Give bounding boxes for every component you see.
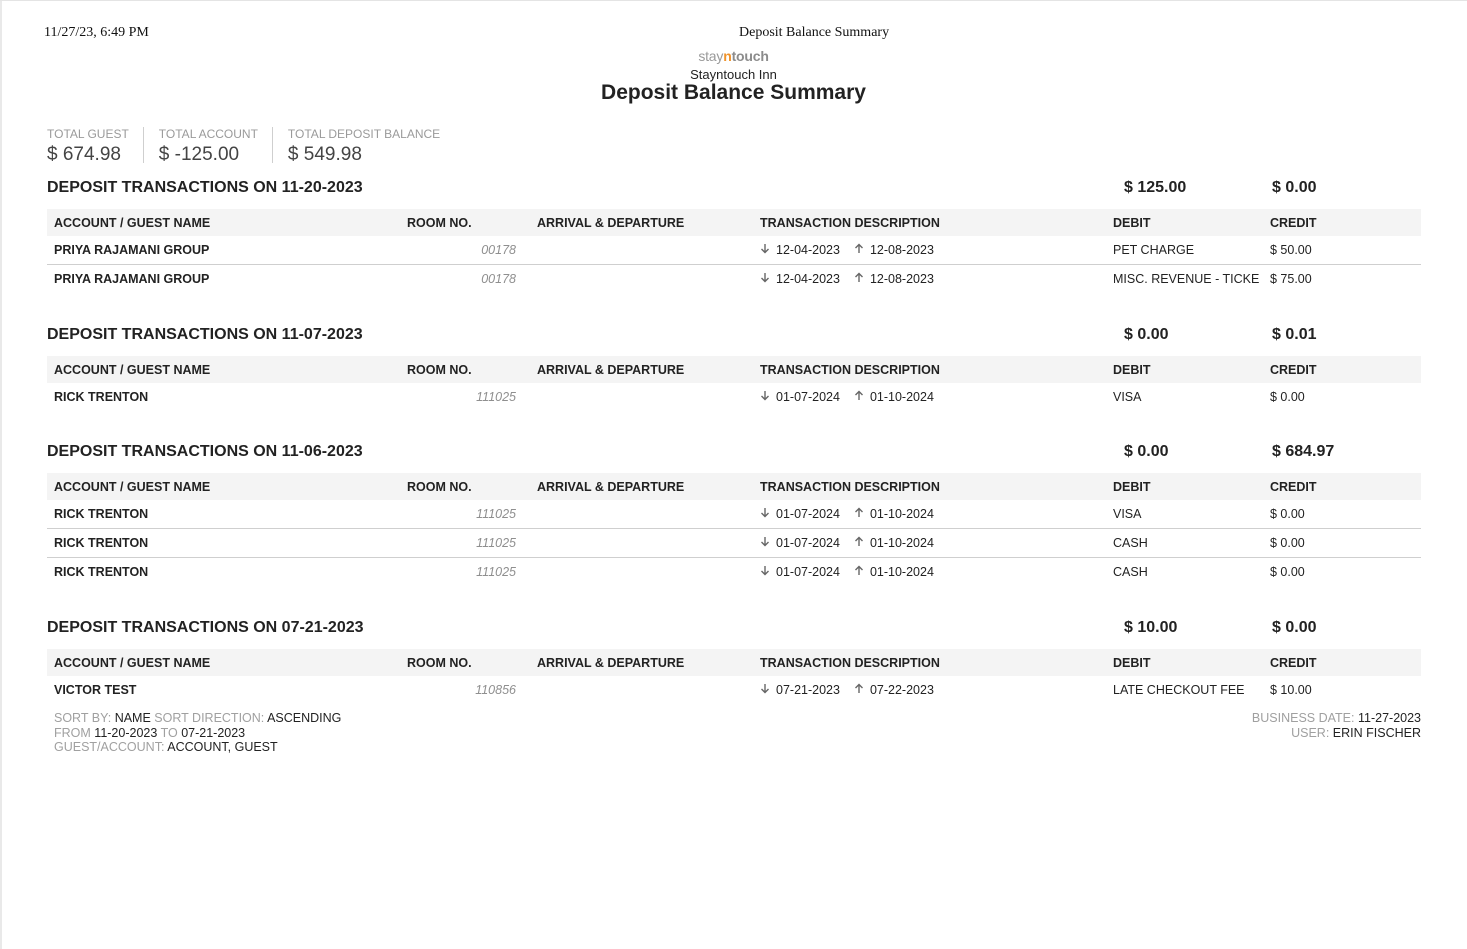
section-credit-total: $ 0.00 [1272,619,1317,636]
guest-account-value: ACCOUNT, GUEST [167,740,278,754]
col-header-room: ROOM NO. [393,209,530,236]
arrow-down-icon [760,536,776,550]
arrival-date: 01-07-2024 [760,565,840,579]
transactions-table [47,649,1421,704]
table-row [47,529,1421,558]
col-header-credit: CREDIT [1263,209,1421,236]
account-number: 00178 [393,265,530,294]
section-header [47,326,1421,356]
col-header-name: ACCOUNT / GUEST NAME [47,649,393,676]
section-header [47,443,1421,473]
room-number [530,676,753,704]
col-header-description: TRANSACTION DESCRIPTION [753,209,1106,236]
table-row [47,383,1421,411]
arrival-date: 12-04-2023 [760,272,840,286]
user-value: ERIN FISCHER [1332,725,1421,740]
section-header [47,179,1421,209]
arrow-down-icon [760,507,776,521]
debit-value: $ 10.00 [1270,683,1312,697]
col-header-room: ROOM NO. [393,356,530,383]
total-guest [47,127,144,163]
user-label: USER: [1291,725,1330,740]
arrow-down-icon [760,683,776,697]
room-number [530,265,753,294]
arrow-up-icon [854,683,870,697]
arrow-up-icon [854,565,870,579]
col-header-description: TRANSACTION DESCRIPTION [753,473,1106,500]
business-date-label: BUSINESS DATE: [1251,711,1355,725]
arrow-down-icon [760,390,776,404]
deposit-section [47,326,1421,411]
total-deposit-balance-label: TOTAL DEPOSIT BALANCE [287,127,441,141]
guest-name: RICK TRENTON [47,558,393,587]
col-header-credit: CREDIT [1263,356,1421,383]
col-header-dates: ARRIVAL & DEPARTURE [530,473,753,500]
debit-value: $ 0.00 [1263,558,1421,587]
room-number [530,558,753,587]
section-header [47,619,1421,649]
sort-direction-label: SORT DIRECTION: [154,711,265,725]
room-number [530,383,753,411]
transaction-description: CASH [1106,529,1263,558]
departure-date: 01-10-2024 [854,565,934,579]
col-header-name: ACCOUNT / GUEST NAME [47,209,393,236]
col-header-debit: DEBIT [1106,356,1263,383]
stayntouch-logo: stayntouch [698,48,769,64]
section-title: DEPOSIT TRANSACTIONS ON 07-21-2023 [47,619,364,636]
total-account [159,127,273,163]
to-label: TO [160,725,178,740]
arrow-up-icon [854,536,870,550]
arrival-date: 01-07-2024 [760,507,840,521]
table-row [47,676,1421,704]
section-credit-total: $ 0.00 [1272,179,1317,196]
col-header-name: ACCOUNT / GUEST NAME [47,473,393,500]
table-row [47,236,1421,265]
section-title: DEPOSIT TRANSACTIONS ON 11-06-2023 [47,443,363,460]
print-datetime: 11/27/23, 6:49 PM [44,25,149,40]
table-header-row [47,473,1421,500]
account-number: 110856 [475,683,516,697]
total-account-label: TOTAL ACCOUNT [158,127,258,141]
room-number [530,529,753,558]
debit-value: $ 50.00 [1270,243,1312,257]
page-edge [0,0,2,949]
arrival-departure [753,265,1106,294]
deposit-section [47,179,1421,293]
table-row [47,265,1421,294]
departure-date: 01-10-2024 [854,507,934,521]
totals-summary [47,127,469,163]
total-guest-value: $ 674.98 [47,144,121,165]
section-credit-total: $ 0.01 [1272,326,1317,343]
page-top-border [0,0,1467,1]
guest-account-label: GUEST/ACCOUNT: [54,740,165,754]
table-header-row [47,209,1421,236]
section-debit-total: $ 0.00 [1124,443,1169,460]
section-debit-total: $ 125.00 [1124,179,1187,196]
table-row [47,558,1421,587]
from-label: FROM [54,725,91,740]
departure-date: 07-22-2023 [854,683,934,697]
col-header-dates: ARRIVAL & DEPARTURE [530,209,753,236]
debit-value: $ 0.00 [1270,507,1305,521]
col-header-credit: CREDIT [1263,649,1421,676]
col-header-description: TRANSACTION DESCRIPTION [753,356,1106,383]
sort-by-label: SORT BY: [54,711,112,725]
section-debit-total: $ 10.00 [1124,619,1178,636]
arrow-down-icon [760,272,776,286]
col-header-debit: DEBIT [1106,209,1263,236]
transactions-table [47,473,1421,586]
arrow-up-icon [854,272,870,286]
guest-name: RICK TRENTON [54,507,149,521]
guest-name: RICK TRENTON [47,529,393,558]
departure-date: 12-08-2023 [854,243,934,257]
hotel-name: Stayntouch Inn [690,67,777,82]
account-number: 111025 [476,507,516,521]
arrival-departure [753,558,1106,587]
guest-name: VICTOR TEST [54,683,137,697]
col-header-room: ROOM NO. [393,649,530,676]
departure-date: 01-10-2024 [854,536,934,550]
col-header-debit: DEBIT [1106,649,1263,676]
section-title: DEPOSIT TRANSACTIONS ON 11-20-2023 [47,179,363,196]
transaction-description: VISA [1113,390,1142,404]
deposit-section [47,619,1421,704]
account-number: 111025 [393,558,530,587]
debit-value: $ 0.00 [1270,390,1305,404]
footer-meta [1252,711,1421,740]
arrival-departure [753,383,1106,411]
transaction-description: CASH [1106,558,1263,587]
section-debit-total: $ 0.00 [1124,326,1169,343]
room-number [530,236,753,265]
section-credit-total: $ 684.97 [1272,443,1335,460]
arrival-departure [753,236,1106,265]
table-row [47,500,1421,529]
guest-name: RICK TRENTON [54,390,149,404]
transaction-description: MISC. REVENUE - TICKE [1106,265,1263,294]
arrival-departure [753,500,1106,529]
account-number: 111025 [476,390,516,404]
report-title: Deposit Balance Summary [601,81,866,104]
arrival-date: 12-04-2023 [760,243,840,257]
total-deposit-balance-value: $ 549.98 [287,144,362,165]
account-number: 111025 [393,529,530,558]
room-number [530,500,753,529]
business-date-value: 11-27-2023 [1357,711,1421,725]
arrow-down-icon [760,243,776,257]
total-guest-label: TOTAL GUEST [47,127,129,141]
transactions-table [47,356,1421,411]
col-header-room: ROOM NO. [393,473,530,500]
arrow-up-icon [854,243,870,257]
table-header-row [47,356,1421,383]
footer-filters [54,711,341,755]
arrow-down-icon [760,565,776,579]
total-account-value: $ -125.00 [158,144,240,165]
col-header-credit: CREDIT [1263,473,1421,500]
departure-date: 12-08-2023 [854,272,934,286]
from-date: 11-20-2023 [94,725,158,740]
transaction-description: VISA [1113,507,1142,521]
guest-name: PRIYA RAJAMANI GROUP [54,243,210,257]
to-date: 07-21-2023 [181,725,246,740]
debit-value: $ 75.00 [1263,265,1421,294]
deposit-section [47,443,1421,586]
arrival-date: 01-07-2024 [760,536,840,550]
col-header-description: TRANSACTION DESCRIPTION [753,649,1106,676]
section-title: DEPOSIT TRANSACTIONS ON 11-07-2023 [47,326,363,343]
arrival-date: 07-21-2023 [760,683,840,697]
arrow-up-icon [854,507,870,521]
sort-direction-value: ASCENDING [267,711,342,725]
arrow-up-icon [854,390,870,404]
sort-by-value: NAME [114,711,151,725]
departure-date: 01-10-2024 [854,390,934,404]
col-header-name: ACCOUNT / GUEST NAME [47,356,393,383]
col-header-debit: DEBIT [1106,473,1263,500]
col-header-dates: ARRIVAL & DEPARTURE [530,356,753,383]
account-number: 00178 [481,243,516,257]
debit-value: $ 0.00 [1263,529,1421,558]
table-header-row [47,649,1421,676]
transactions-table [47,209,1421,293]
arrival-date: 01-07-2024 [760,390,840,404]
print-header-title: Deposit Balance Summary [739,25,890,40]
transaction-description: LATE CHECKOUT FEE [1113,683,1245,697]
total-deposit-balance [288,127,454,163]
transaction-description: PET CHARGE [1113,243,1195,257]
arrival-departure [753,529,1106,558]
col-header-dates: ARRIVAL & DEPARTURE [530,649,753,676]
guest-name: PRIYA RAJAMANI GROUP [47,265,393,294]
arrival-departure [753,676,1106,704]
